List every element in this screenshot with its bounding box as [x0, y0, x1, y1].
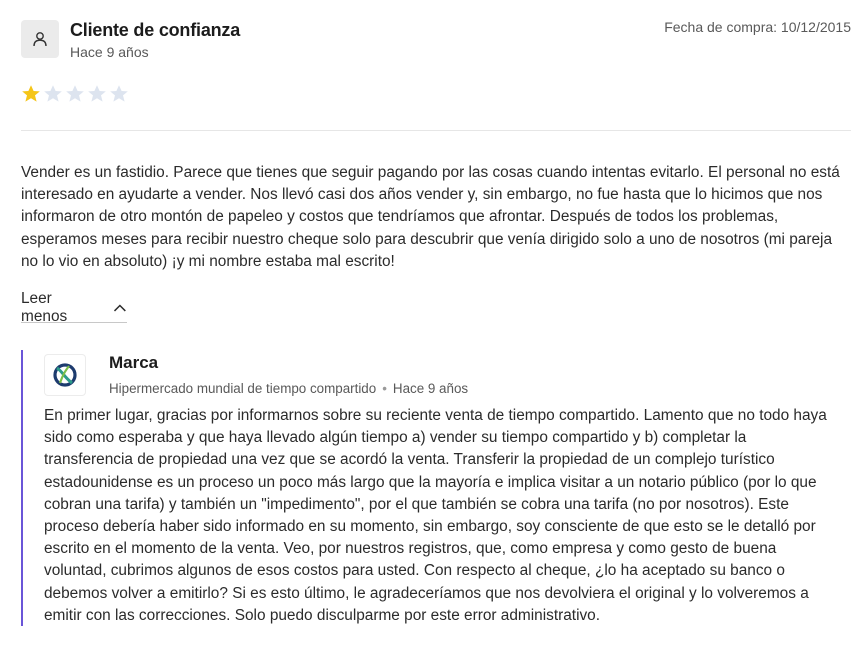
reply-text: En primer lugar, gracias por informarnos sobre su reciente venta de tiempo compartido. Lamento que no todo haya sido como esperaba y que haya llevado algún tiempo a) vender su tiempo compartido y b) completar la transferencia de propiedad una vez que se acordó la venta. Transferir la propiedad de un complejo turístico estadounidense es un proceso un poco más largo que la mayoría e implica visitar a un notario público (por lo que cobran una tarifa) y también un "impedimento", por el que también se cobra una tarifa (no por nosotros). Este proceso debería haber sido informado en su momento, sin embargo, soy consciente de que esto se le detalló por escrito en el momento de la venta. Veo, por nuestros registros, que, como empresa y como gesto de buena voluntad, cubrimos algunos de esos costos para usted. Con respecto al cheque, ¿lo ha aceptado su banco o debemos volver a emitirlo? Si es esto último, le agradeceríamos que nos devolviera el original y lo volveremos a emitir con las correcciones. Solo puedo disculparme por este error administrativo. — [44, 407, 827, 624]
reviewer-name: Cliente de confianza — [70, 20, 241, 40]
review-header — [21, 0, 851, 72]
star-empty-icon — [65, 84, 85, 104]
star-rating — [21, 84, 129, 104]
star-filled-icon — [21, 84, 41, 104]
star-empty-icon — [87, 84, 107, 104]
company-reply — [21, 350, 853, 626]
reply-time: Hace 9 años — [392, 381, 469, 396]
reviewer-avatar[interactable] — [21, 20, 59, 58]
purchase-date: Fecha de compra: 10/12/2015 — [664, 19, 851, 35]
brand-subtitle: Hipermercado mundial de tiempo compartido — [109, 381, 377, 396]
chevron-up-icon — [113, 303, 127, 313]
review-text: Vender es un fastidio. Parece que tienes que seguir pagando por las cosas cuando intentas evitarlo. El personal no está interesado en ayudarte a vender. Nos llevó casi dos años vender y, sin embargo, no fue hasta que lo hicimos que nos informaron de otro montón de papeleo y costos que tendríamos que afrontar. Después de todos los problemas, esperamos meses para recibir nuestro cheque solo para descubrir que venía dirigido solo a uno de nosotros (mi pareja no lo vio en absoluto) ¡y mi nombre estaba mal escrito! — [21, 164, 840, 270]
read-less-button[interactable] — [21, 290, 127, 325]
brand-meta — [109, 381, 468, 396]
star-empty-icon — [43, 84, 63, 104]
review-time: Hace 9 años — [70, 44, 149, 60]
review-card — [21, 0, 851, 325]
divider — [21, 130, 851, 131]
star-empty-icon — [109, 84, 129, 104]
user-icon — [32, 31, 48, 47]
brand-name: Marca — [109, 353, 159, 372]
brand-logo-icon — [51, 361, 79, 389]
brand-logo[interactable] — [44, 354, 86, 396]
read-less-label: Leer menos — [21, 290, 68, 325]
separator-dot: • — [382, 381, 387, 396]
